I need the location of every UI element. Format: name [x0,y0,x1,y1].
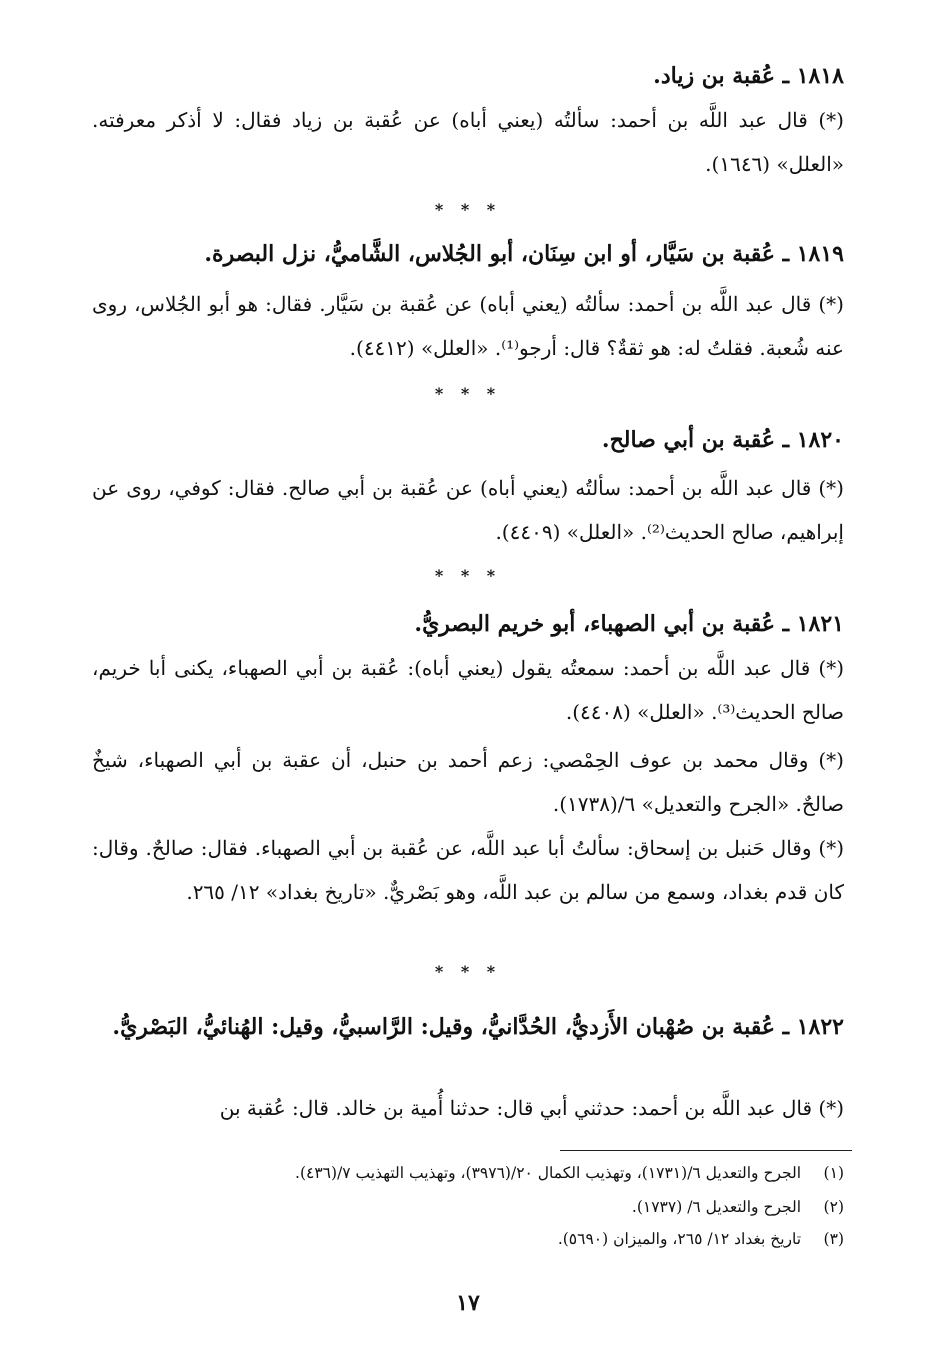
entry-text-1822: (*) قال عبد اللَّه بن أحمد: حدثني أبي قال: حدثنا أُمية بن خالد. قال: عُقبة بن [219,1096,844,1120]
footnote-text: الجرح والتعديل ٦/ (١٧٣٧). [631,1198,802,1216]
entry-text-1820: (*) قال عبد اللَّه بن أحمد: سألتُه (يعني أباه) عن عُقبة بن أبي صالح. فقال: كوفي، روى عن إبراهيم، صالح الحديث⁽²⁾. «العلل» (٤٤٠٩). [92,476,844,544]
footnote-divider [560,1150,852,1151]
footnote-2 [92,1196,844,1218]
section-separator: * * * [434,962,502,981]
footnote-number: (٣) [823,1230,844,1248]
section-separator: * * * [434,566,502,585]
entry-heading-1819: ١٨١٩ ـ عُقبة بن سَيَّار، أو ابن سِنَان، أبو الجُلاس، الشَّاميُّ، نزل البصرة. [204,241,844,267]
entry-text-1818: (*) قال عبد اللَّه بن أحمد: سألتُه (يعني أباه) عن عُقبة بن زياد فقال: لا أذكر معرفته. «العلل» (١٦٤٦). [92,108,844,176]
footnote-number: (٢) [823,1198,844,1216]
entry-heading-1821: ١٨٢١ ـ عُقبة بن أبي الصهباء، أبو خريم البصريُّ. [414,611,844,637]
page-number: ١٧ [456,1290,480,1316]
entry-heading-1822: ١٨٢٢ ـ عُقبة بن صُهْبان الأَزديُّ، الحُدَّانيُّ، وقيل: الرَّاسبيُّ، وقيل: الهُنائيُّ، البَصْريُّ. [112,1014,844,1040]
section-separator: * * * [434,200,502,219]
entry-text-1819: (*) قال عبد اللَّه بن أحمد: سألتُه (يعني أباه) عن عُقبة بن سَيَّار. فقال: هو أبو الجُلاس، روى عنه شُعبة. فقلتُ له: هو ثقةٌ؟ قال: أرجو⁽¹⁾. «العلل» (٤٤١٢). [92,292,844,360]
entry-text-1821-b: (*) وقال محمد بن عوف الحِمْصي: زعم أحمد بن حنبل، أن عقبة بن أبي الصهباء، شيخٌ صالحٌ. «الجرح والتعديل» ٦/(١٧٣٨). [92,748,844,816]
section-separator: * * * [434,384,502,403]
entry-text-1821-a: (*) قال عبد اللَّه بن أحمد: سمعتُه يقول (يعني أباه): عُقبة بن أبي الصهباء، يكنى أبا خريم، صالح الحديث⁽³⁾. «العلل» (٤٤٠٨). [92,656,844,724]
footnote-number: (١) [823,1164,844,1182]
footnote-3 [92,1228,844,1250]
footnote-text: الجرح والتعديل ٦/(١٧٣١)، وتهذيب الكمال ٢٠/(٣٩٧٦)، وتهذيب التهذيب ٧/(٤٣٦). [295,1164,802,1182]
footnote-text: تاريخ بغداد ١٢/ ٢٦٥، والميزان (٥٦٩٠). [557,1230,802,1248]
entry-heading-1818: ١٨١٨ ـ عُقبة بن زياد. [653,63,844,89]
entry-heading-1820: ١٨٢٠ ـ عُقبة بن أبي صالح. [601,427,844,453]
footnote-1 [92,1162,844,1184]
entry-text-1821-c: (*) وقال حَنبل بن إسحاق: سألتُ أبا عبد اللَّه، عن عُقبة بن أبي الصهباء. فقال: صالحٌ. وقال: كان قدم بغداد، وسمع من سالم بن عبد اللَّه، وهو بَصْريٌّ. «تاريخ بغداد» ١٢/ ٢٦٥. [92,836,844,904]
